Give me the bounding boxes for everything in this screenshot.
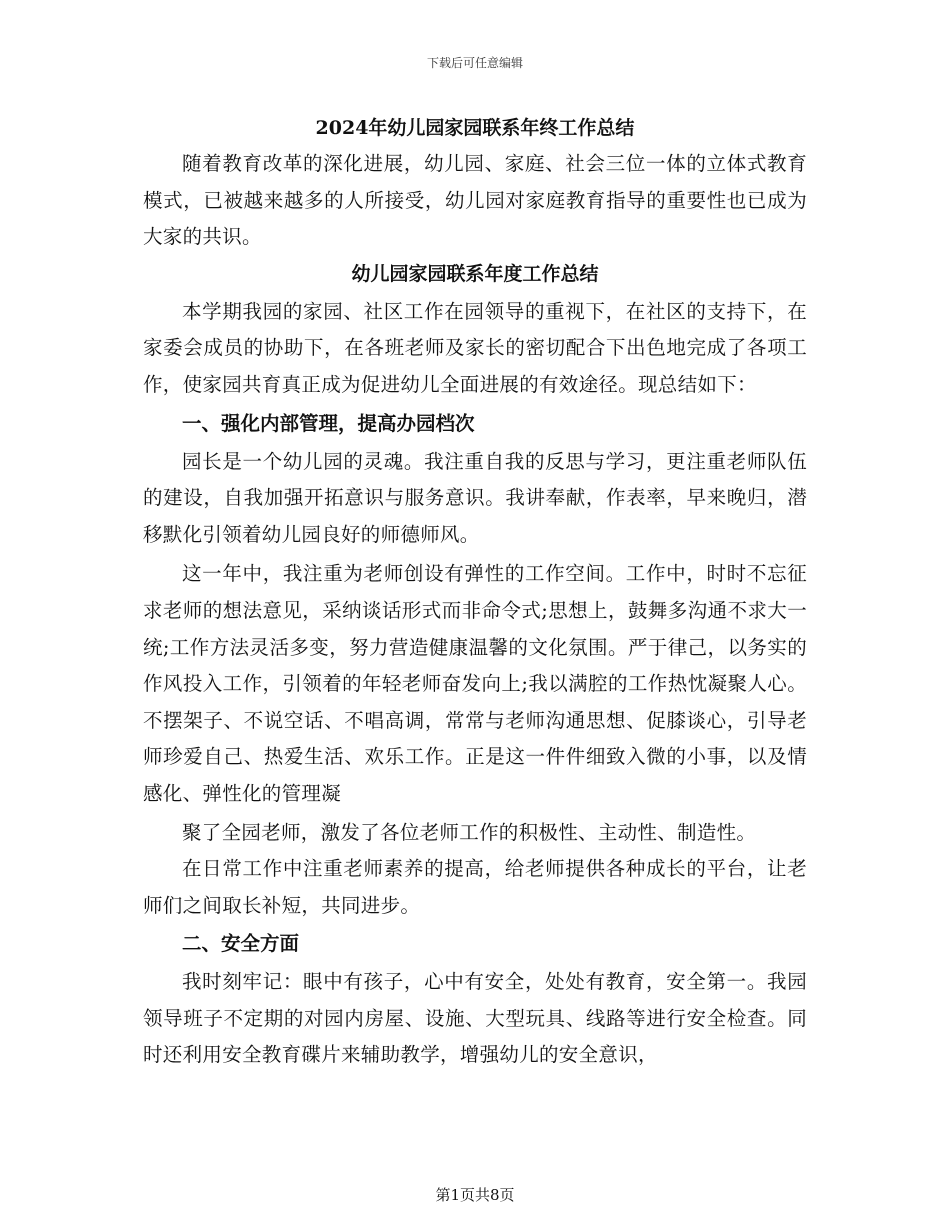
paragraph-1: 本学期我园的家园、社区工作在园领导的重视下，在社区的支持下，在家委会成员的协助下，在各班老师及家长的密切配合下出色地完成了各项工作，使家园共育真正成为促进幼儿全面进展的有效途径。现总结如下：: [143, 299, 807, 396]
paragraph-3: 这一年中，我注重为老师创设有弹性的工作空间。工作中，时时不忘征求老师的想法意见，采纳谈话形式而非命令式;思想上，鼓舞多沟通不求大一统;工作方法灵活多变，努力营造健康温馨的文化氛围。严于律己，以务实的作风投入工作，引领着的年轻老师奋发向上;我以满腔的工作热忱凝聚人心。不摆架子、不说空话、不唱高调，常常与老师沟通思想、促膝谈心，引导老师珍爱自己、热爱生活、欢乐工作。正是这一件件细致入微的小事，以及情感化、弹性化的管理凝: [143, 562, 807, 805]
section-heading-2: 二、安全方面: [182, 932, 300, 956]
paragraph-2: 园长是一个幼儿园的灵魂。我注重自我的反思与学习，更注重老师队伍的建设，自我加强开拓意识与服务意识。我讲奉献，作表率，早来晚归，潜移默化引领着幼儿园良好的师德师风。: [143, 449, 807, 546]
document-title: 2024年幼儿园家园联系年终工作总结: [315, 117, 635, 139]
section-heading-1: 一、强化内部管理，提高办园档次: [182, 411, 475, 435]
document-subtitle: 幼儿园家园联系年度工作总结: [351, 262, 599, 285]
paragraph-5: 在日常工作中注重老师素养的提高，给老师提供各种成长的平台，让老师们之间取长补短，共同进步。: [143, 857, 807, 917]
paragraph-6: 我时刻牢记：眼中有孩子，心中有安全，处处有教育，安全第一。我园领导班子不定期的对园内房屋、设施、大型玩具、线路等进行安全检查。同时还利用安全教育碟片来辅助教学，增强幼儿的安全意识，: [143, 970, 807, 1067]
page-header: 下载后可任意编辑: [426, 56, 523, 70]
paragraph-4: 聚了全园老师，激发了各位老师工作的积极性、主动性、制造性。: [182, 820, 757, 844]
document-body: [143, 110, 807, 1074]
page-footer: 第1页共8页: [435, 1186, 515, 1204]
intro-paragraph: 随着教育改革的深化进展，幼儿园、家庭、社会三位一体的立体式教育模式，已被越来越多的人所接受，幼儿园对家庭教育指导的重要性也已成为大家的共识。: [143, 152, 807, 249]
